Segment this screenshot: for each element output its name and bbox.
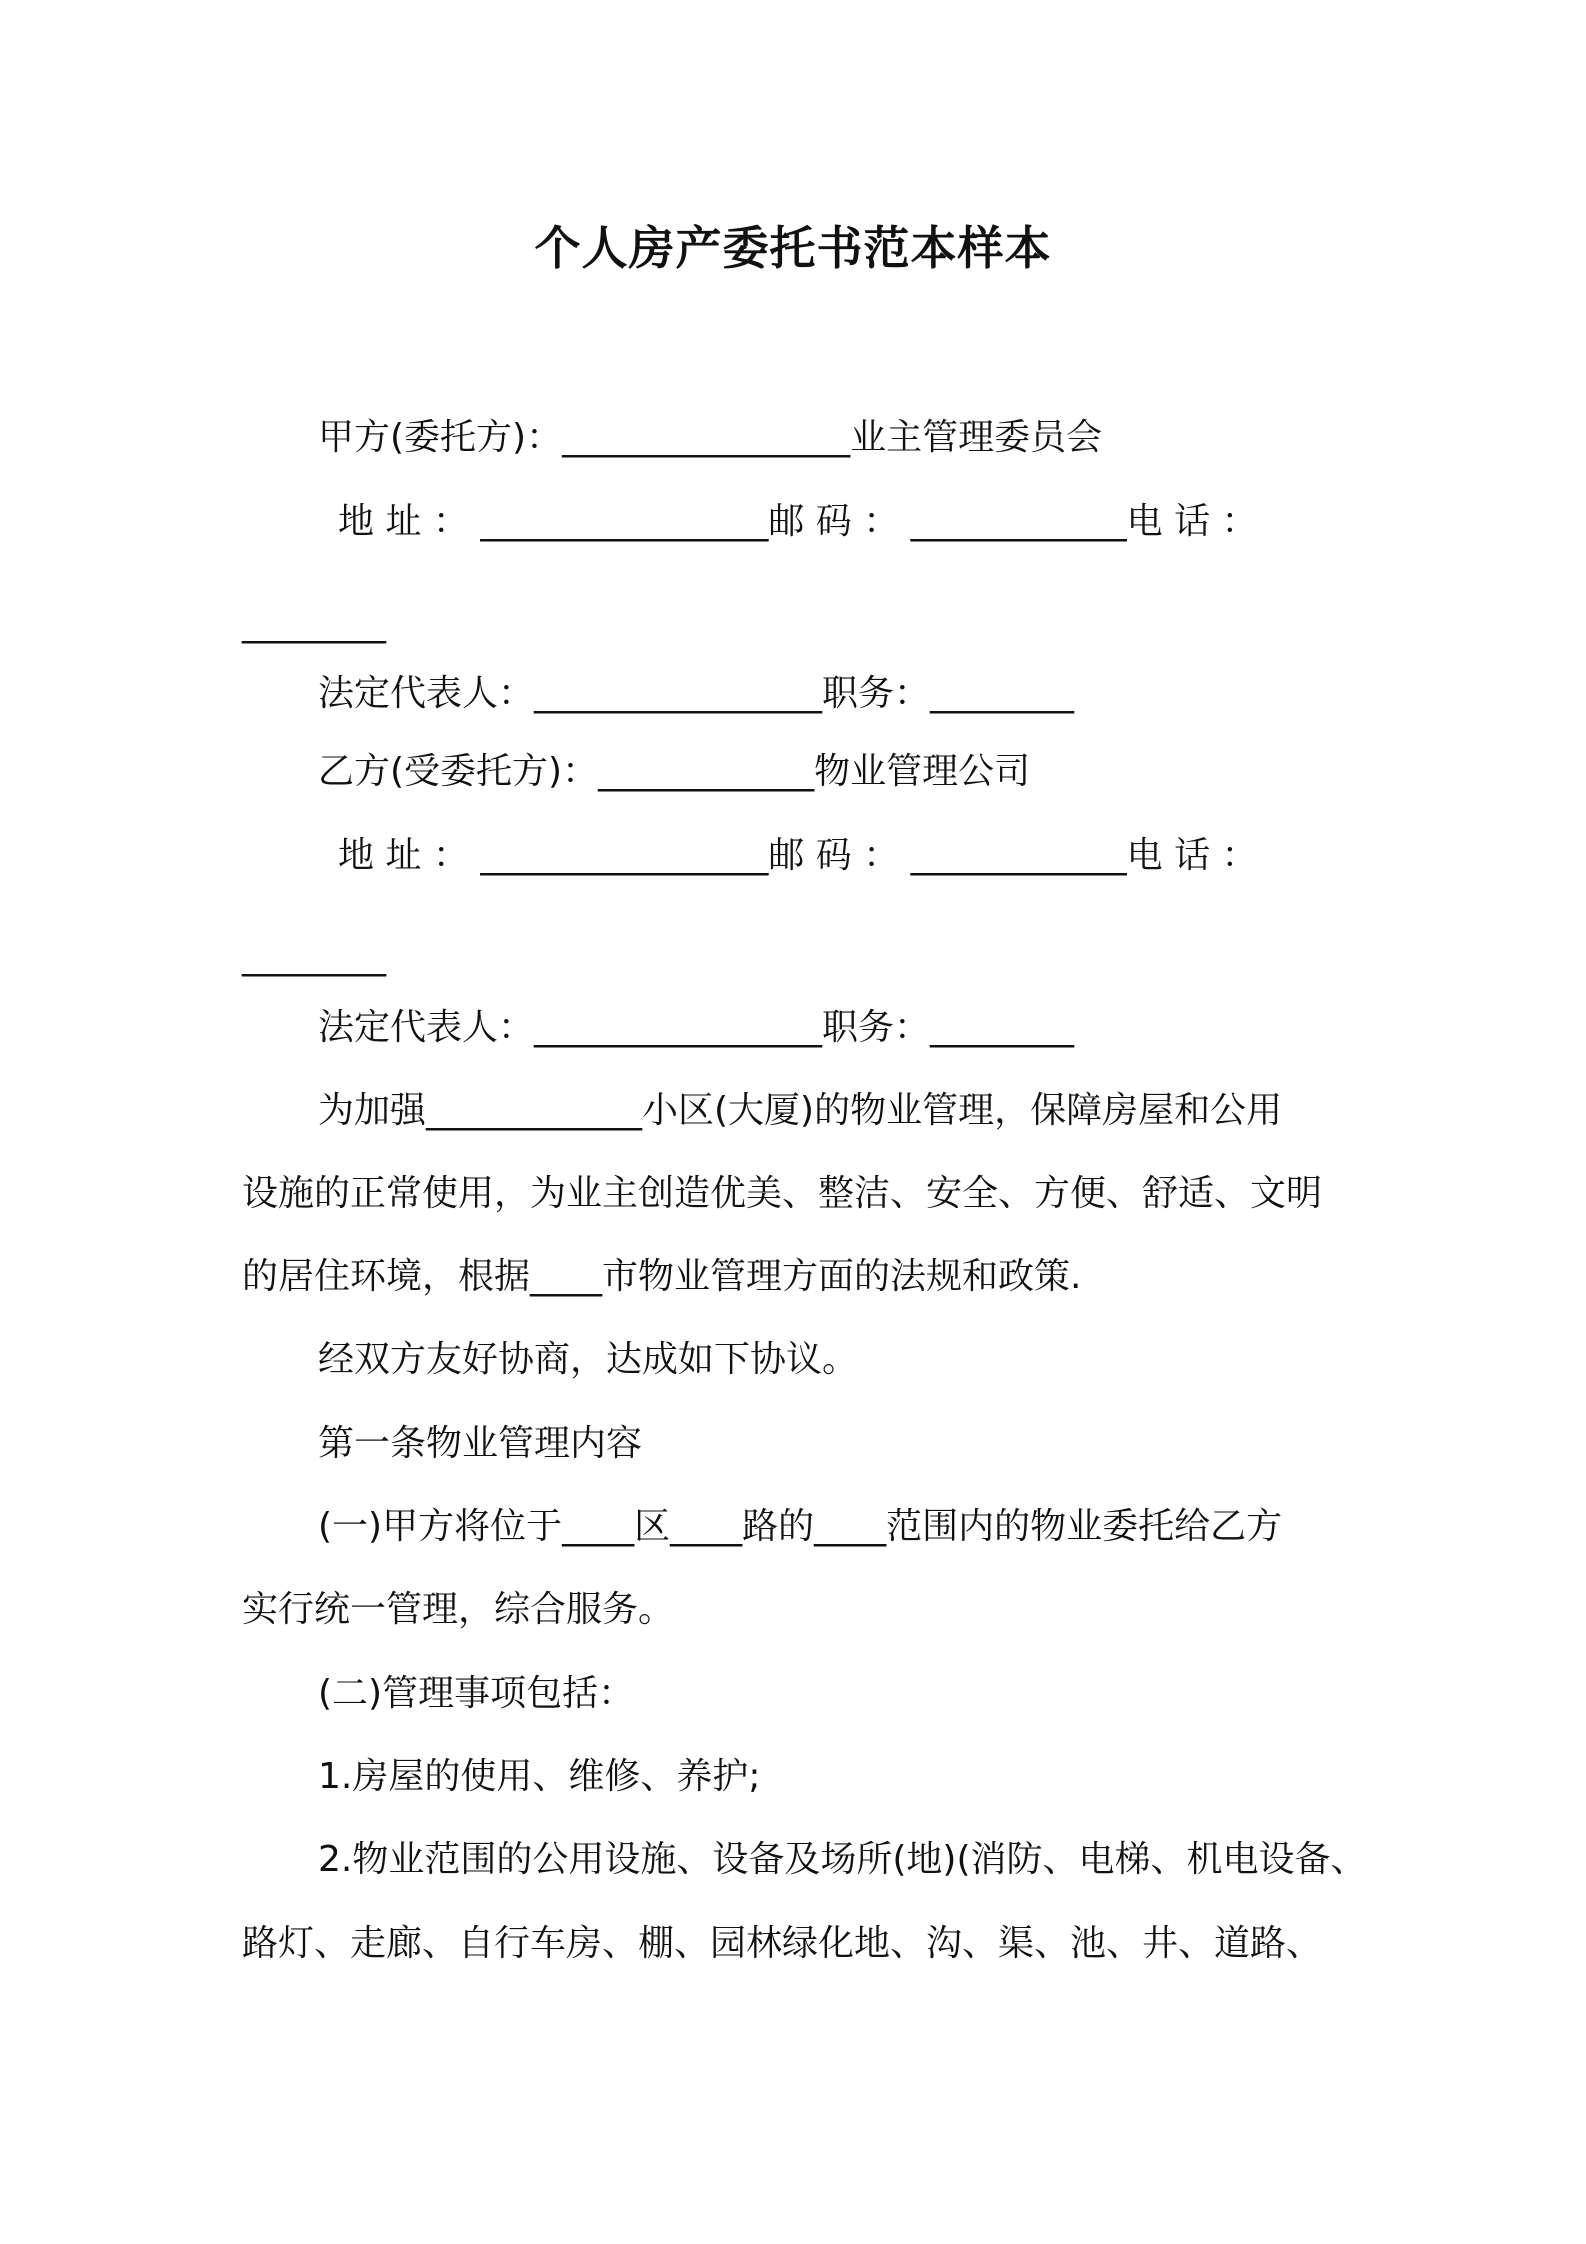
- preamble-line-2: 设施的正常使用，为业主创造优美、整洁、安全、方便、舒适、文明: [242, 1173, 1323, 1214]
- party-a-line: 甲方(委托方)：________________业主管理委员会: [318, 417, 1103, 458]
- party-a-address-line: 地 址 ： ________________邮 码 ： ____________电 话 ：: [338, 501, 1258, 542]
- clause-2-heading: (二)管理事项包括：: [318, 1673, 635, 1714]
- party-a-phone-blank: ________: [242, 603, 386, 644]
- clause-1-line-1: (一)甲方将位于____区____路的____范围内的物业委托给乙方: [318, 1506, 1283, 1547]
- preamble-line-1: 为加强____________小区(大厦)的物业管理，保障房屋和公用: [318, 1090, 1283, 1131]
- party-b-phone-blank: ________: [242, 936, 386, 977]
- agreement-statement: 经双方友好协商，达成如下协议。: [318, 1339, 859, 1380]
- preamble-line-3: 的居住环境，根据____市物业管理方面的法规和政策.: [242, 1256, 1082, 1297]
- clause-1-line-2: 实行统一管理，综合服务。: [242, 1589, 675, 1630]
- party-b-legal-rep-line: 法定代表人：________________职务：________: [318, 1007, 1075, 1048]
- item-1: 1.房屋的使用、维修、养护;: [318, 1756, 761, 1797]
- article-1-heading: 第一条物业管理内容: [318, 1423, 643, 1464]
- party-b-address-line: 地 址 ： ________________邮 码 ： ____________电 话 ：: [338, 835, 1258, 876]
- item-2-line-2: 路灯、走廊、自行车房、棚、园林绿化地、沟、渠、池、井、道路、: [242, 1923, 1323, 1964]
- item-2-line-1: 2.物业范围的公用设施、设备及场所(地)(消防、电梯、机电设备、: [318, 1839, 1367, 1880]
- party-a-legal-rep-line: 法定代表人：________________职务：________: [318, 673, 1075, 714]
- party-b-line: 乙方(受委托方)：____________物业管理公司: [318, 751, 1031, 792]
- document-title: 个人房产委托书范本样本: [534, 221, 1052, 275]
